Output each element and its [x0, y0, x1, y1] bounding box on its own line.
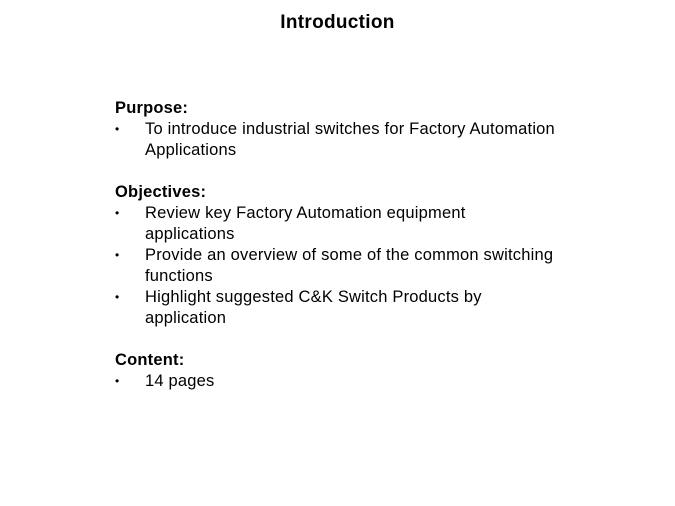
bullet-text: 14 pages — [145, 372, 215, 390]
bullet-item — [115, 119, 555, 161]
section-heading: Content: — [115, 351, 185, 369]
bullet-list — [115, 203, 555, 329]
bullet-icon: • — [115, 248, 120, 262]
bullet-list — [115, 371, 555, 392]
bullet-list — [115, 119, 555, 161]
bullet-text: Highlight suggested C&K Switch Products by application — [145, 288, 482, 327]
bullet-text: Provide an overview of some of the common switching functions — [145, 246, 554, 285]
bullet-text: To introduce industrial switches for Factory Automation Applications — [145, 120, 555, 159]
bullet-icon: • — [115, 374, 120, 388]
section-purpose — [115, 98, 555, 161]
bullet-item — [115, 245, 555, 287]
bullet-item — [115, 371, 555, 392]
bullet-icon: • — [115, 290, 120, 304]
section-heading: Objectives: — [115, 183, 207, 201]
bullet-icon: • — [115, 206, 120, 220]
slide-content — [115, 98, 555, 413]
section-objectives — [115, 182, 555, 329]
bullet-item — [115, 203, 555, 245]
bullet-icon: • — [115, 122, 120, 136]
section-heading: Purpose: — [115, 99, 189, 117]
section-content — [115, 350, 555, 392]
slide-title: Introduction — [280, 12, 395, 33]
bullet-item — [115, 287, 555, 329]
bullet-text: Review key Factory Automation equipment applications — [145, 204, 466, 243]
